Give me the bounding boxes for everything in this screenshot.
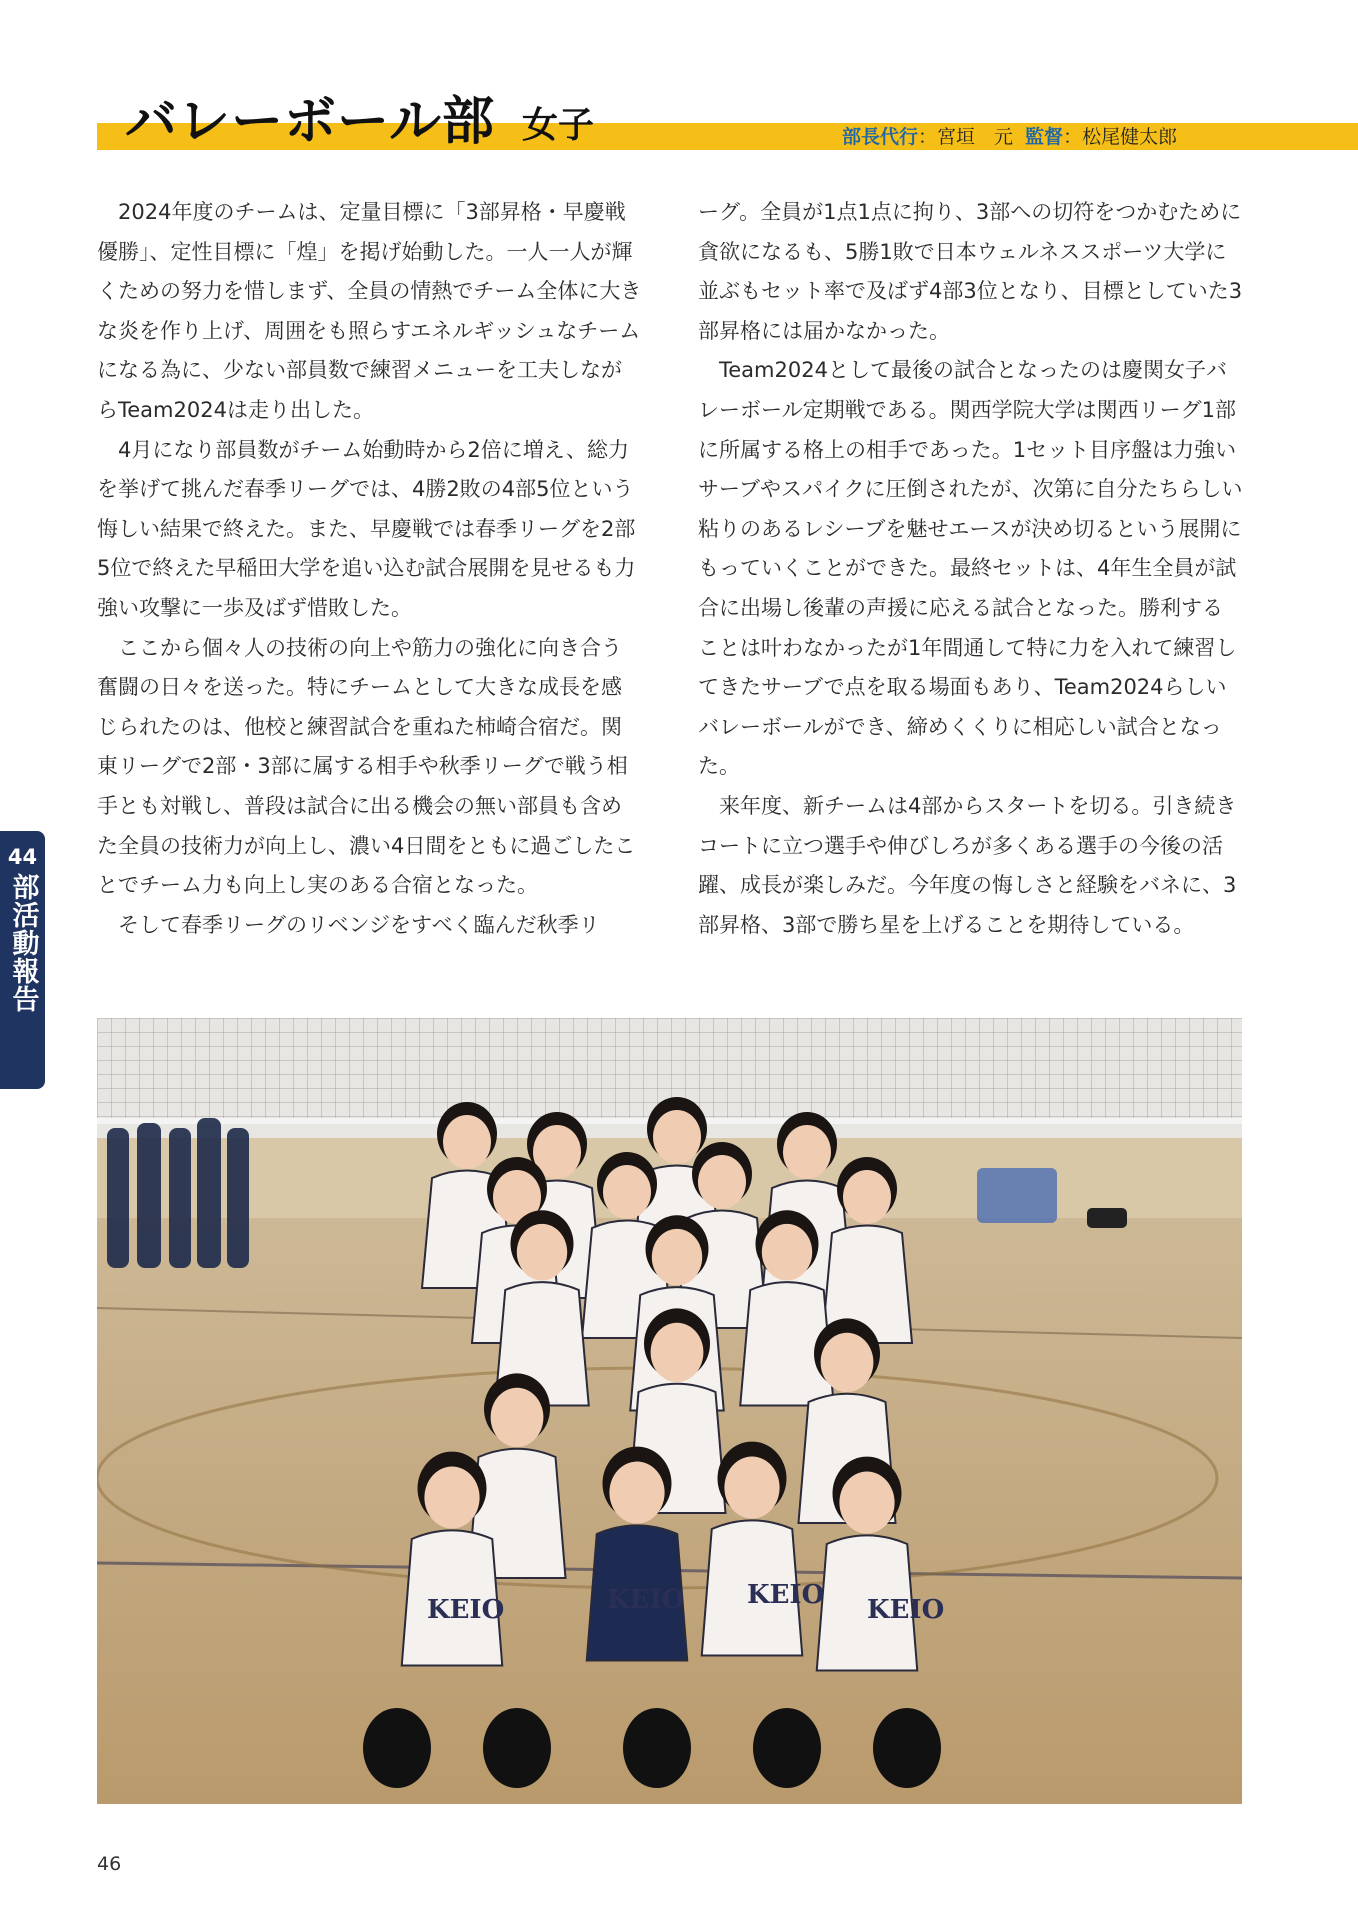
article-paragraph: そして春季リーグのリベンジをすべく臨んだ秋季リ: [118, 912, 600, 937]
player-face: [517, 1224, 567, 1281]
knee-pad: [623, 1708, 691, 1788]
jersey-text: KEIO: [867, 1595, 945, 1625]
player-face: [783, 1125, 831, 1179]
player-face: [843, 1170, 891, 1224]
player-face: [491, 1388, 544, 1447]
page-subtitle: 女子: [522, 105, 595, 146]
section-side-tab: [0, 831, 45, 1089]
knee-pad: [363, 1708, 431, 1788]
player-face: [821, 1333, 874, 1392]
staff-sep-1: ：: [918, 126, 938, 148]
article-right-column: [698, 193, 1243, 945]
knee-pad: [483, 1708, 551, 1788]
staff-line: [842, 124, 1177, 150]
section-number: 44: [7, 845, 38, 869]
article-paragraph-continued: ーグ。全員が1点1点に拘り、3部への切符をつかむために貪欲になるも、5勝1敗で日本ウェルネススポーツ大学に並ぶもセット率で及ばず4部3位となり、目標としていた3部昇格には届かなかった。: [698, 200, 1243, 343]
player-face: [603, 1165, 651, 1219]
player-face: [651, 1323, 704, 1382]
staff-role-1: 部長代行: [842, 126, 919, 148]
article-paragraph: ここから個々人の技術の向上や筋力の強化に向き合う奮闘の日々を送った。特にチームとして大きな成長を感じられたのは、他校と練習試合を重ねた柿崎合宿だ。関東リーグで2部・3部に属する相手や秋季リーグで戦う相手とも対戦し、普段は試合に出る機会の無い部員も含めた全員の技術力が向上し、濃い4日間をともに過ごしたことでチーム力も向上し実のある合宿となった。: [97, 635, 636, 898]
team-photo: [97, 1018, 1242, 1804]
jersey-text: KEIO: [607, 1585, 685, 1615]
staff-sep-2: ：: [1063, 126, 1083, 148]
page-number: 46: [97, 1853, 122, 1875]
jersey-text: KEIO: [747, 1580, 825, 1610]
knee-pad: [873, 1708, 941, 1788]
player-face: [839, 1472, 894, 1534]
staff-name-2: 松尾健太郎: [1082, 126, 1178, 148]
page-title: バレーボール部: [125, 92, 495, 152]
staff-role-2: 監督: [1025, 126, 1064, 148]
staff-name-1: 宮垣 元: [937, 126, 1014, 148]
section-label: 部活動報告: [7, 873, 39, 1013]
article-paragraph: Team2024として最後の試合となったのは慶関女子バレーボール定期戦である。関西学院大学は関西リーグ1部に所属する格上の相手であった。1セット目序盤は力強いサーブやスパイクに圧倒されたが、次第に自分たちらしい粘りのあるレシーブを魅せエースが決め切るという展開にもっていくことができた。最終セットは、4年生全員が試合に出場し後輩の声援に応える試合となった。勝利することは叶わなかったが1年間通して特に力を入れて練習してきたサーブで点を取る場面もあり、Team2024らしいバレーボールができ、締めくくりに相応しい試合となった。: [698, 358, 1243, 779]
player-face: [724, 1457, 779, 1519]
article-paragraph: 4月になり部員数がチーム始動時から2倍に増え、総力を挙げて挑んだ春季リーグでは、4勝2敗の4部5位という悔しい結果で終えた。また、早慶戦では春季リーグを2部5位で終えた早稲田大学を追い込む試合展開を見せるも力強い攻撃に一歩及ばず惜敗した。: [97, 437, 636, 620]
player-face: [443, 1115, 491, 1169]
article-paragraph: 2024年度のチームは、定量目標に「3部昇格・早慶戦優勝」、定性目標に「煌」を掲げ始動した。一人一人が輝くための努力を惜しまず、全員の情熱でチーム全体に大きな炎を作り上げ、周囲をも照らすエネルギッシュなチームになる為に、少ない部員数で練習メニューを工夫しながらTeam2024は走り出した。: [97, 200, 642, 422]
jersey-text: KEIO: [427, 1595, 505, 1625]
player-face: [652, 1229, 702, 1286]
article-paragraph: 来年度、新チームは4部からスタートを切る。引き続きコートに立つ選手や伸びしろが多くある選手の今後の活躍、成長が楽しみだ。今年度の悔しさと経験をバネに、3部昇格、3部で勝ち星を上げることを期待している。: [698, 793, 1237, 937]
article-left-column: [97, 193, 642, 945]
player-face: [609, 1462, 664, 1524]
knee-pad: [753, 1708, 821, 1788]
player-face: [424, 1467, 479, 1529]
player-face: [762, 1224, 812, 1281]
player-face: [653, 1110, 701, 1164]
player-face: [698, 1155, 746, 1209]
